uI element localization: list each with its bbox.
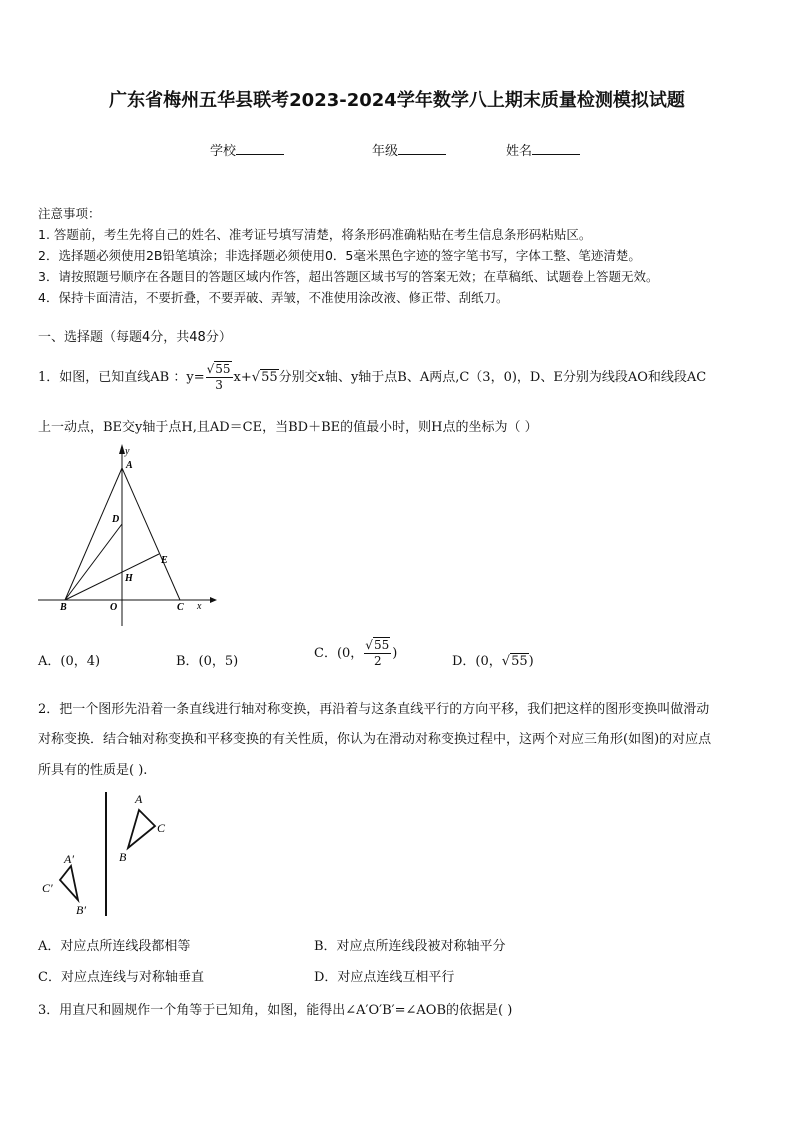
label-a: A [135,792,143,806]
label-y: y [125,446,130,457]
grade-label: 年级 [372,144,399,159]
label-a: A [126,460,133,471]
q1-mid: x+ [233,370,252,385]
q2-option-a: A．对应点所连线段都相等 [38,939,191,954]
label-x: x [197,601,202,612]
q1-fraction: $\frac{√55}{3}$ [206,362,231,392]
x-axis-arrow [210,597,217,603]
question-1-line-2: 上一动点，BE交y轴于点H,且AD＝CE，当BD＋BE的值最小时，则H点的坐标为（ ） [38,420,538,435]
q1-option-c [314,638,397,669]
q2-option-b: B．对应点所连线段被对称轴平分 [314,939,506,954]
grade-field [372,140,446,159]
q1-frac-den: 3 [215,378,223,392]
q1-option-b: B．(0，5) [176,654,239,669]
q1-option-a: A．(0，4) [38,654,101,669]
name-label: 姓名 [506,144,533,159]
line-bd [65,524,122,600]
name-blank [532,142,580,155]
page-title: 广东省梅州五华县联考2023-2024学年数学八上期末质量检测模拟试题 [109,90,685,111]
q1-option-c-num: 55 [373,638,390,652]
q1-option-d: D．(0，√55) [452,654,534,669]
triangle-a1b1c1 [60,866,78,900]
notes-block [38,203,658,308]
q1-frac-num: 55 [215,362,231,376]
q1-option-c-fraction: $\frac{√55}{2}$ [365,638,390,668]
label-e: E [161,555,168,566]
label-b: B [60,602,67,613]
q2-option-d: D．对应点连线互相平行 [314,970,455,985]
label-b-prime: B′ [76,903,86,917]
grade-blank [398,142,446,155]
name-field [506,140,580,159]
notes-heading: 注意事项： [38,206,101,221]
question-1-line-1: 1．如图，已知直线AB ：y= $\frac{√55}{3}$ x+√55分别交x轴、y轴于点B、A两点,C（3，0)，D、E分别为线段AO和线段AC [38,362,707,392]
question-2-line-1: 2．把一个图形先沿着一条直线进行轴对称变换，再沿着与这条直线平行的方向平移，我们把这样的图形变换叫做滑动 [38,702,710,717]
q1-sqrt: 55 [261,370,278,385]
school-blank [236,142,284,155]
label-c-prime: C′ [42,881,53,895]
label-b: B [119,850,127,864]
label-c: C [157,821,166,835]
line-ba [65,468,122,600]
question-2-line-3: 所具有的性质是( ). [38,763,148,778]
triangle-abc [128,810,155,848]
q1-option-d-suffix: ) [528,654,534,669]
q1-figure [34,440,224,636]
q1-option-c-prefix: C．(0， [314,646,364,661]
label-a-prime: A′ [64,852,74,866]
label-h: H [125,573,133,584]
q1-option-c-den: 2 [373,654,382,668]
q1-prefix: 1．如图，已知直线AB ：y= [38,370,205,385]
q2-option-c: C．对应点连线与对称轴垂直 [38,970,204,985]
q1-option-d-prefix: D．(0， [452,654,502,669]
q1-suffix: 分别交x轴、y轴于点B、A两点,C（3，0)，D、E分别为线段AO和线段AC [278,370,707,385]
school-label: 学校 [210,144,237,159]
q1-option-d-sqrt: 55 [511,654,528,669]
q2-figure [36,788,186,922]
question-2-line-2: 对称变换．结合轴对称变换和平移变换的有关性质，你认为在滑动对称变换过程中，这两个对应三角形(如图)的对应点 [38,732,712,747]
question-3-line-1: 3．用直尺和圆规作一个角等于已知角，如图，能得出∠A′O′B′=∠AOB的依据是( ) [38,1003,513,1018]
section-heading: 一、选择题（每题4分，共48分） [38,330,232,345]
note-item: 4．保持卡面清洁，不要折叠，不要弄破、弄皱，不准使用涂改液、修正带、刮纸刀。 [38,290,509,305]
line-be [65,554,159,600]
note-item: 3．请按照题号顺序在各题目的答题区域内作答，超出答题区域书写的答案无效；在草稿纸、试题卷上答题无效。 [38,269,659,284]
label-c: C [177,602,184,613]
note-item: 1. 答题前，考生先将自己的姓名、准考证号填写清楚，将条形码准确粘贴在考生信息条形码粘贴区。 [38,227,592,242]
q1-option-c-suffix: ) [392,646,398,661]
note-item: 2．选择题必须使用2B铅笔填涂；非选择题必须使用0．5毫米黑色字迹的签字笔书写，字体工整、笔迹清楚。 [38,248,641,263]
label-d: D [112,514,120,525]
label-o: O [110,602,118,613]
school-field [210,140,284,159]
